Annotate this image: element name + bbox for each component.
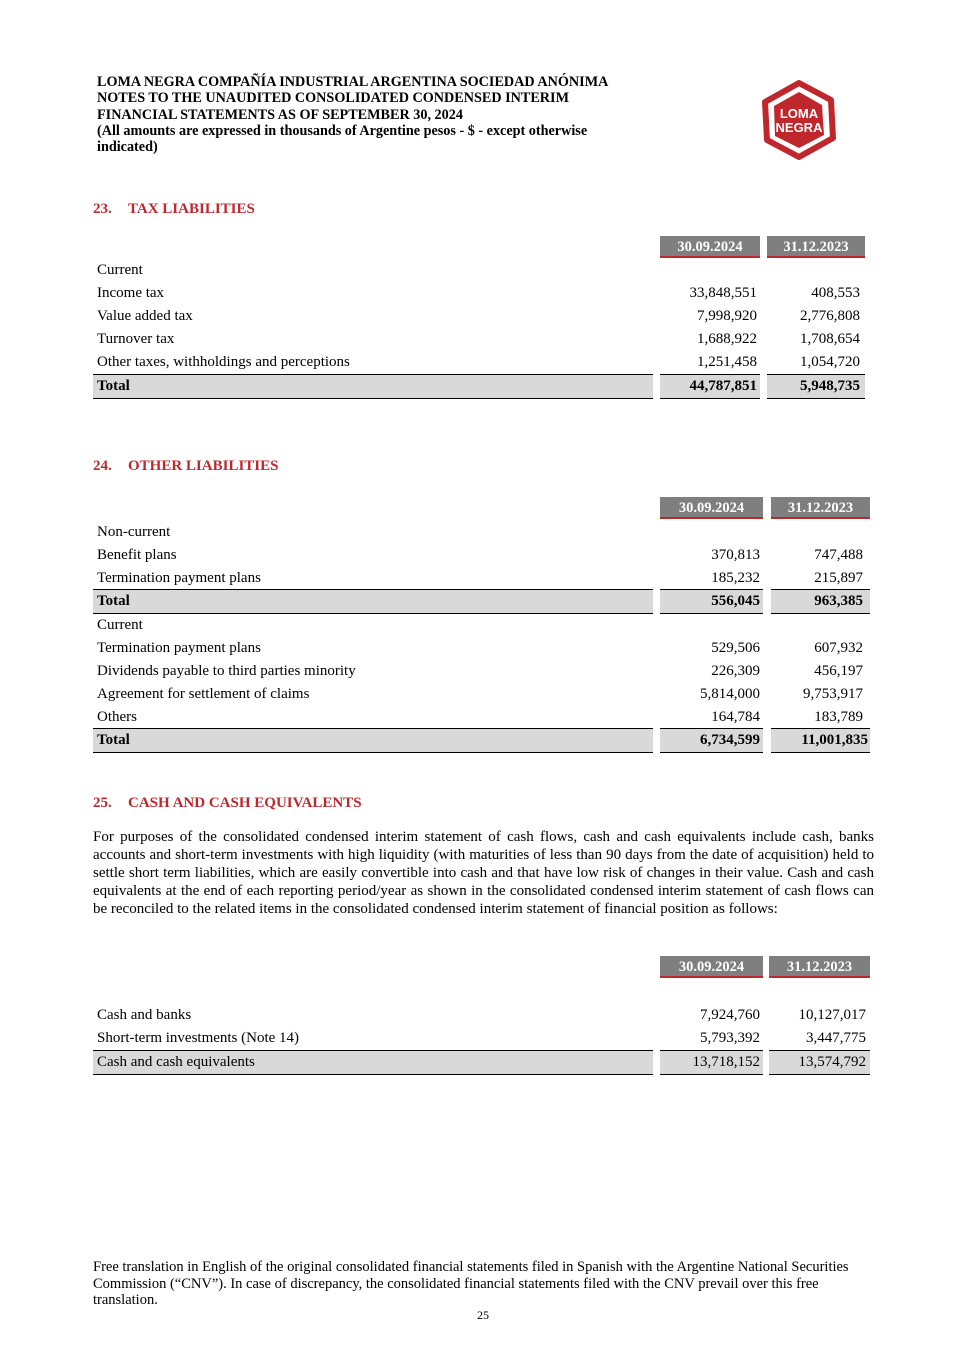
column-header-2023: 31.12.2023 xyxy=(767,236,865,258)
document-header xyxy=(97,74,717,155)
section-23-heading: TAX LIABILITIES xyxy=(128,201,255,217)
header-line-3: FINANCIAL STATEMENTS AS OF SEPTEMBER 30, 2024 xyxy=(97,106,463,123)
section-25-number: 25. xyxy=(93,795,112,811)
logo-text-1: LOMA xyxy=(779,106,819,121)
section-25-title xyxy=(93,795,362,812)
section-25-heading: CASH AND CASH EQUIVALENTS xyxy=(128,795,362,811)
column-header-2024: 30.09.2024 xyxy=(660,497,763,519)
header-line-2: NOTES TO THE UNAUDITED CONSOLIDATED CONDENSED INTERIM xyxy=(97,90,569,107)
loma-negra-logo xyxy=(759,80,839,160)
section-24-heading: OTHER LIABILITIES xyxy=(128,458,279,474)
company-name: LOMA NEGRA COMPAÑÍA INDUSTRIAL ARGENTINA SOCIEDAD ANÓNIMA xyxy=(97,74,609,90)
column-header-2023: 31.12.2023 xyxy=(769,956,870,978)
page-number: 25 xyxy=(477,1308,489,1322)
column-header-2023: 31.12.2023 xyxy=(771,497,870,519)
header-line-5: indicated) xyxy=(97,139,158,156)
section-23-number: 23. xyxy=(93,201,112,217)
section-24-title xyxy=(93,458,278,475)
column-header-2024: 30.09.2024 xyxy=(660,956,763,978)
translation-disclaimer: Free translation in English of the original consolidated financial statements filed in Spanish with the Argentine National Securities Commission (“CNV”). In case of discrepancy, the consolidated financial statements filed with the CNV prevail over this free translation. xyxy=(93,1259,849,1308)
section-24-number: 24. xyxy=(93,458,112,474)
section-23-title xyxy=(93,201,255,218)
column-header-2024: 30.09.2024 xyxy=(660,236,760,258)
header-line-4: (All amounts are expressed in thousands of Argentine pesos - $ - except otherwise xyxy=(97,122,588,139)
logo-text-2: NEGRA xyxy=(775,120,823,135)
cash-equivalents-paragraph: For purposes of the consolidated condensed interim statement of cash flows, cash and cash equivalents include cash, banks accounts and short-term investments with high liquidity (with maturities of less than 90 days from the date of acquisition) held to settle short term liabilities, which are easily convertible into cash and that have low risk of changes in their value. Cash and cash equivalents at the end of each reporting period/year as shown in the consolidated condensed interim statement of cash flows can be reconciled to the related items in the consolidated condensed interim statement of financial position as follows: xyxy=(93,829,874,917)
